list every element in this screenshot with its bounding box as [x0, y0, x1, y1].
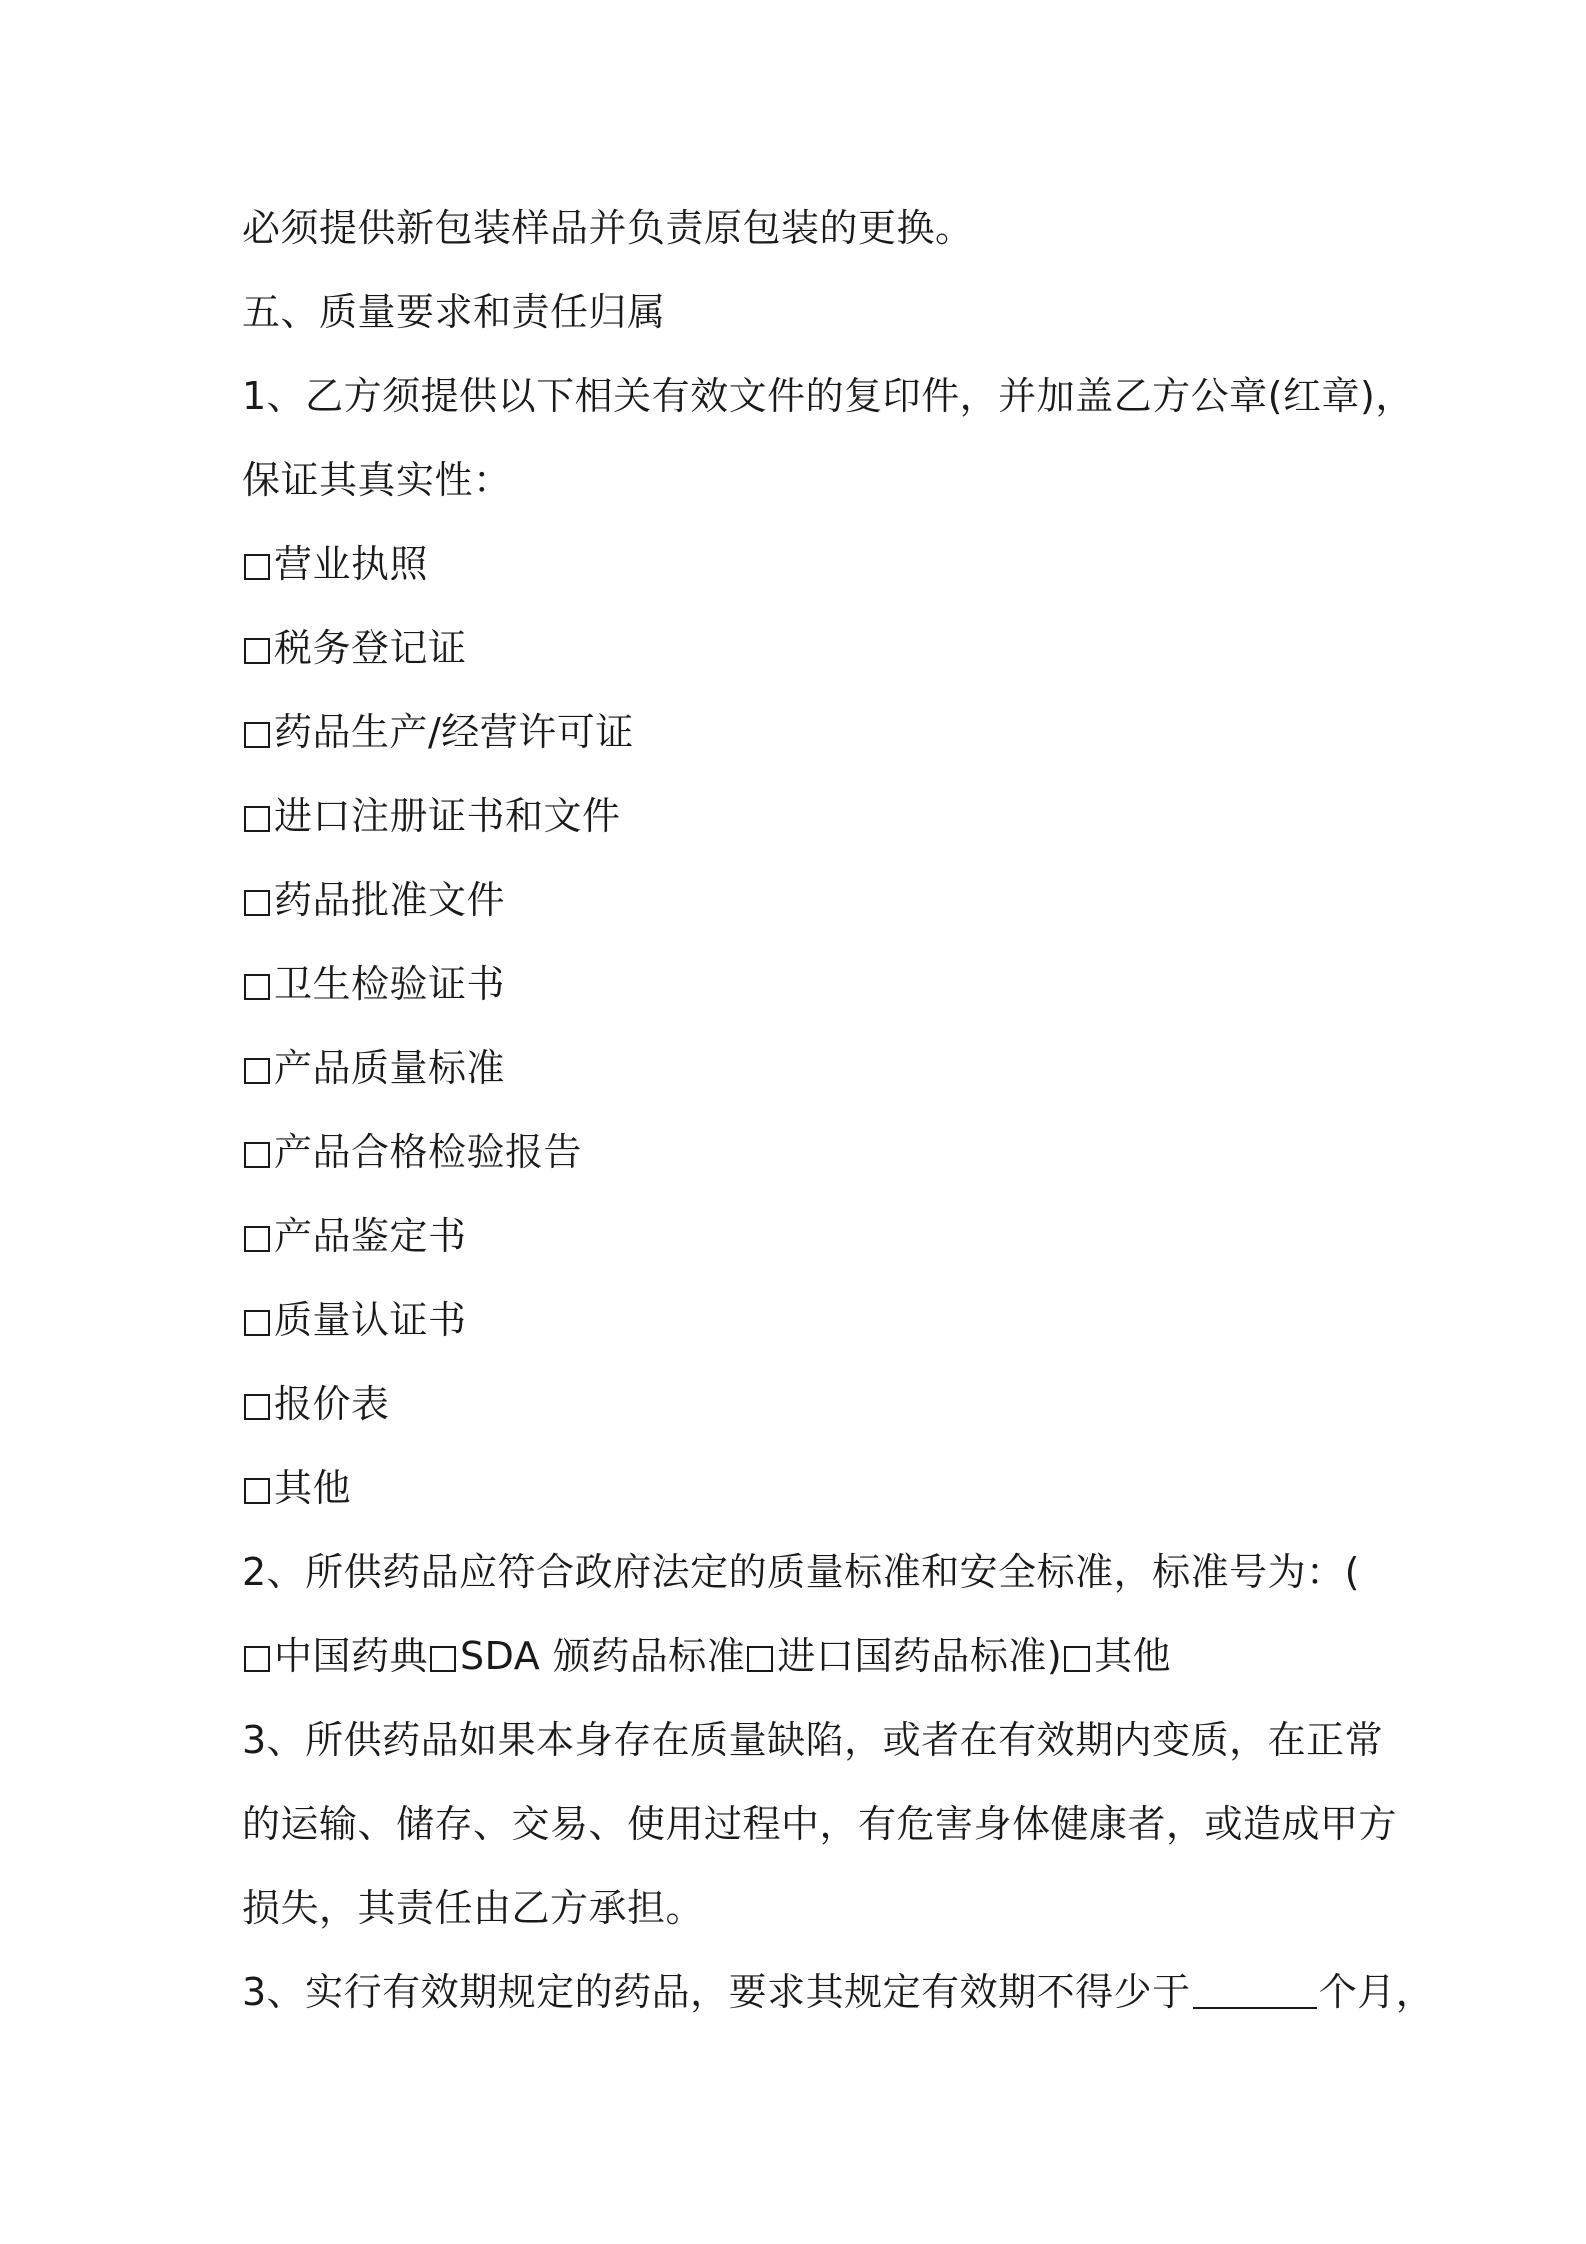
checklist-label: 税务登记证 [274, 626, 467, 670]
clause-3-line-3 [242, 1884, 704, 1932]
checkbox[interactable] [244, 638, 270, 664]
clause-2-line-1 [242, 1548, 1360, 1596]
clause-text: 3、所供药品如果本身存在质量缺陷，或者在有效期内变质，在正常 [242, 1718, 1384, 1762]
clause-text: 损失，其责任由乙方承担。 [242, 1886, 705, 1930]
checklist-label: 其他 [274, 1466, 352, 1510]
checkbox[interactable] [747, 1646, 773, 1672]
checklist-item [242, 1128, 582, 1176]
checkbox[interactable] [244, 554, 270, 580]
clause-2-options [242, 1632, 1171, 1680]
option-label: 其他 [1094, 1634, 1172, 1678]
checklist-label: 卫生检验证书 [274, 962, 506, 1006]
checklist-item [242, 1380, 390, 1428]
checkbox[interactable] [244, 974, 270, 1000]
checkbox[interactable] [244, 1226, 270, 1252]
checklist-label: 进口注册证书和文件 [274, 794, 621, 838]
clause-text: 个月， [1318, 1970, 1435, 2014]
checklist-item [242, 540, 428, 588]
clause-3-line-2 [242, 1800, 1397, 1848]
checkbox[interactable] [244, 1058, 270, 1084]
option-label: SDA 颁药品标准 [460, 1634, 746, 1678]
clause-expiry [242, 1968, 1434, 2016]
checklist-item [242, 792, 621, 840]
section-heading [242, 288, 666, 336]
checklist-item [242, 960, 505, 1008]
checkbox[interactable] [1064, 1646, 1090, 1672]
option-label: 中国药典 [274, 1634, 429, 1678]
checklist-item [242, 624, 467, 672]
clause-text: 保证其真实性： [242, 458, 512, 502]
checklist-item [242, 708, 634, 756]
checkbox[interactable] [244, 1142, 270, 1168]
checklist-label: 产品质量标准 [274, 1046, 506, 1090]
checklist-label: 产品鉴定书 [274, 1214, 467, 1258]
checklist-label: 药品批准文件 [274, 878, 506, 922]
checkbox[interactable] [244, 1310, 270, 1336]
option-label: 进口国药品标准) [777, 1634, 1063, 1678]
clause-text: 2、所供药品应符合政府法定的质量标准和安全标准，标准号为：( [242, 1550, 1361, 1594]
section-heading-text: 五、质量要求和责任归属 [242, 290, 666, 334]
clause-3-line-1 [242, 1716, 1383, 1764]
paragraph-text: 必须提供新包装样品并负责原包装的更换。 [242, 206, 974, 250]
checklist-label: 产品合格检验报告 [274, 1130, 583, 1174]
clause-1-line-2 [242, 456, 512, 504]
checklist-label: 报价表 [274, 1382, 390, 1426]
checklist-item [242, 1212, 467, 1260]
checklist-item [242, 1044, 505, 1092]
checklist-label: 药品生产/经营许可证 [274, 710, 634, 754]
checklist-item [242, 1464, 351, 1512]
checklist-item [242, 876, 505, 924]
paragraph-continuation [242, 204, 974, 252]
checkbox[interactable] [244, 806, 270, 832]
checkbox[interactable] [244, 1394, 270, 1420]
checkbox[interactable] [244, 1478, 270, 1504]
clause-1-line-1 [242, 372, 1414, 420]
checklist-label: 质量认证书 [274, 1298, 467, 1342]
checklist-item [242, 1296, 467, 1344]
fill-in-blank[interactable] [1193, 1969, 1317, 2009]
checkbox[interactable] [244, 722, 270, 748]
checkbox[interactable] [430, 1646, 456, 1672]
clause-text: 1、乙方须提供以下相关有效文件的复印件，并加盖乙方公章(红章)， [242, 374, 1414, 418]
checklist-label: 营业执照 [274, 542, 429, 586]
checkbox[interactable] [244, 1646, 270, 1672]
clause-text: 3、实行有效期规定的药品，要求其规定有效期不得少于 [242, 1970, 1191, 2014]
checkbox[interactable] [244, 890, 270, 916]
clause-text: 的运输、储存、交易、使用过程中，有危害身体健康者，或造成甲方 [242, 1802, 1398, 1846]
